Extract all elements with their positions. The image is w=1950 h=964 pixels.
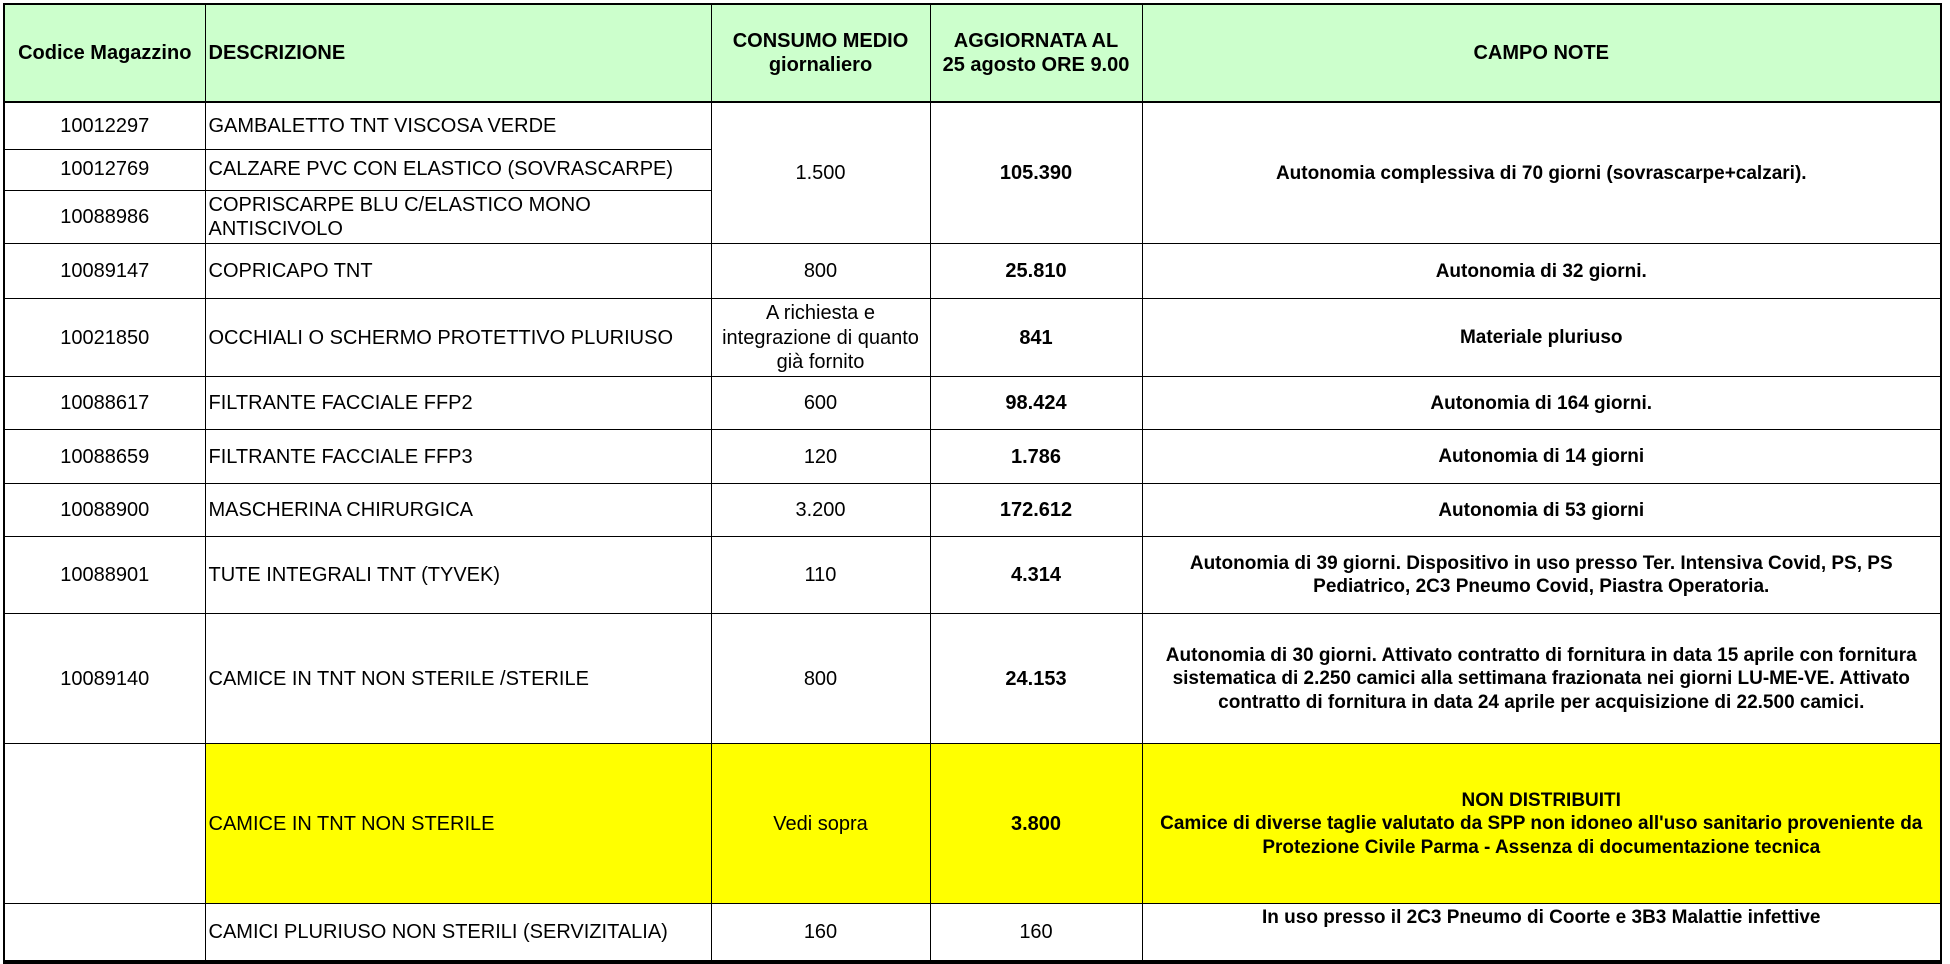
- note-line-detail: Camice di diverse taglie valutato da SPP non idoneo all'uso sanitario proveniente da Protezione Civile Parma - Assenza di documentazione tecnica: [1160, 813, 1923, 858]
- table-row: [4, 537, 1941, 614]
- cell-consumo: 160: [711, 904, 930, 962]
- cell-aggiornata: 25.810: [930, 244, 1142, 299]
- table-row: [4, 299, 1941, 377]
- col-header-consumo-medio: [711, 4, 930, 102]
- cell-code: 10089140: [4, 614, 205, 744]
- cell-aggiornata: 4.314: [930, 537, 1142, 614]
- table-row: [4, 904, 1941, 962]
- cell-description: OCCHIALI O SCHERMO PROTETTIVO PLURIUSO: [205, 299, 711, 377]
- cell-aggiornata-merged: 105.390: [930, 102, 1142, 244]
- cell-note: Autonomia di 164 giorni.: [1142, 377, 1941, 430]
- cell-note: [1142, 744, 1941, 904]
- cell-note: Autonomia di 39 giorni. Dispositivo in uso presso Ter. Intensiva Covid, PS, PS Pediatrico, 2C3 Pneumo Covid, Piastra Operatoria.: [1142, 537, 1941, 614]
- cell-code: 10088901: [4, 537, 205, 614]
- cell-consumo: Vedi sopra: [711, 744, 930, 904]
- cell-note: Autonomia di 30 giorni. Attivato contratto di fornitura in data 15 aprile con fornitura sistematica di 2.250 camici alla settimana frazionata nei giorni LU-ME-VE. Attivato contratto di fornitura in data 24 aprile per acquisizione di 22.500 camici.: [1142, 614, 1941, 744]
- header-row: [4, 4, 1941, 102]
- cell-description: COPRISCARPE BLU C/ELASTICO MONO ANTISCIVOLO: [205, 190, 711, 244]
- inventory-table: [3, 3, 1942, 964]
- cell-note: In uso presso il 2C3 Pneumo di Coorte e 3B3 Malattie infettive: [1142, 904, 1941, 962]
- cell-aggiornata: 841: [930, 299, 1142, 377]
- table-row: [4, 430, 1941, 484]
- cell-aggiornata: 160: [930, 904, 1142, 962]
- col-header-aggiornata: [930, 4, 1142, 102]
- cell-aggiornata: 3.800: [930, 744, 1142, 904]
- cell-aggiornata: 24.153: [930, 614, 1142, 744]
- note-line-non-distribuiti: NON DISTRIBUITI: [1461, 790, 1621, 812]
- cell-description: TUTE INTEGRALI TNT (TYVEK): [205, 537, 711, 614]
- col-header-codice-magazzino: Codice Magazzino: [4, 4, 205, 102]
- cell-consumo: 800: [711, 614, 930, 744]
- cell-aggiornata: 98.424: [930, 377, 1142, 430]
- col-header-aggiornata-line2: 25 agosto ORE 9.00: [942, 54, 1130, 76]
- cell-description: CAMICI PLURIUSO NON STERILI (SERVIZITALIA): [205, 904, 711, 962]
- cell-code: 10088659: [4, 430, 205, 484]
- cell-consumo: 110: [711, 537, 930, 614]
- table-row: [4, 377, 1941, 430]
- cell-code: 10012769: [4, 149, 205, 190]
- cell-note: Autonomia di 53 giorni: [1142, 484, 1941, 537]
- cell-note: Autonomia di 14 giorni: [1142, 430, 1941, 484]
- cell-consumo-merged: 1.500: [711, 102, 930, 244]
- cell-note: Materiale pluriuso: [1142, 299, 1941, 377]
- highlighted-row: [4, 744, 1941, 904]
- col-header-aggiornata-line1: AGGIORNATA AL: [953, 29, 1119, 52]
- cell-description: FILTRANTE FACCIALE FFP3: [205, 430, 711, 484]
- cell-note-merged: Autonomia complessiva di 70 giorni (sovrascarpe+calzari).: [1142, 102, 1941, 244]
- cell-code: 10088617: [4, 377, 205, 430]
- table-row: [4, 102, 1941, 149]
- cell-code: 10088986: [4, 190, 205, 244]
- cell-code: 10021850: [4, 299, 205, 377]
- cell-code: 10012297: [4, 102, 205, 149]
- cell-consumo: A richiesta e integrazione di quanto già fornito: [711, 299, 930, 377]
- cell-consumo: 3.200: [711, 484, 930, 537]
- cell-description: CALZARE PVC CON ELASTICO (SOVRASCARPE): [205, 149, 711, 190]
- cell-note: Autonomia di 32 giorni.: [1142, 244, 1941, 299]
- table-row: [4, 614, 1941, 744]
- cell-consumo: 800: [711, 244, 930, 299]
- cell-description: FILTRANTE FACCIALE FFP2: [205, 377, 711, 430]
- cell-aggiornata: 172.612: [930, 484, 1142, 537]
- table-row: [4, 244, 1941, 299]
- cell-code: 10088900: [4, 484, 205, 537]
- cell-description: CAMICE IN TNT NON STERILE: [205, 744, 711, 904]
- col-header-descrizione: DESCRIZIONE: [205, 4, 711, 102]
- cell-code: [4, 744, 205, 904]
- cell-description: MASCHERINA CHIRURGICA: [205, 484, 711, 537]
- table-row: [4, 484, 1941, 537]
- cell-consumo: 600: [711, 377, 930, 430]
- cell-consumo: 120: [711, 430, 930, 484]
- col-header-campo-note: CAMPO NOTE: [1142, 4, 1941, 102]
- cell-description: COPRICAPO TNT: [205, 244, 711, 299]
- cell-aggiornata: 1.786: [930, 430, 1142, 484]
- cell-code: [4, 904, 205, 962]
- col-header-consumo-line2: giornaliero: [768, 54, 873, 76]
- cell-code: 10089147: [4, 244, 205, 299]
- col-header-consumo-line1: CONSUMO MEDIO: [732, 29, 909, 52]
- cell-description: GAMBALETTO TNT VISCOSA VERDE: [205, 102, 711, 149]
- cell-description: CAMICE IN TNT NON STERILE /STERILE: [205, 614, 711, 744]
